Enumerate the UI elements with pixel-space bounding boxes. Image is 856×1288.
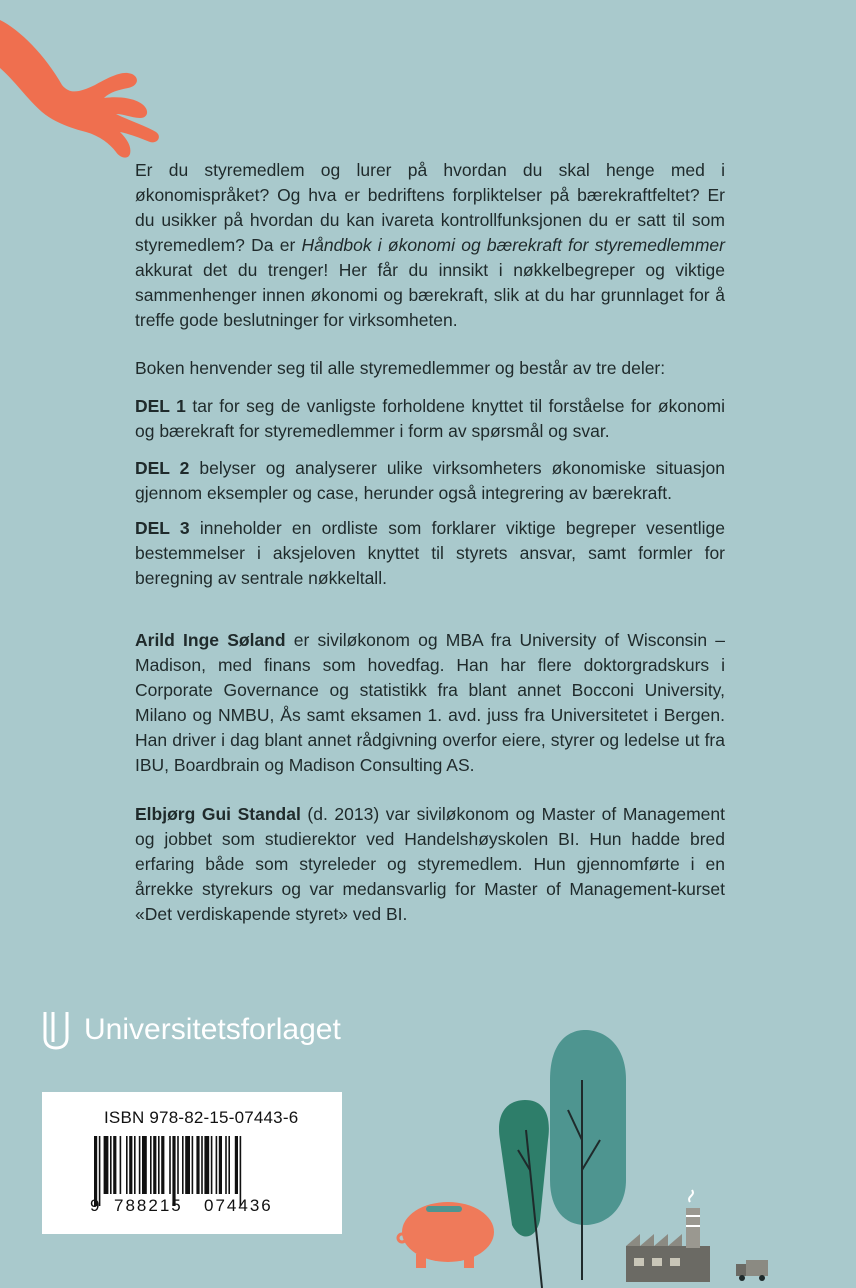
hand-illustration xyxy=(0,0,170,175)
author-2-name: Elbjørg Gui Standal xyxy=(135,804,301,824)
isbn-text: ISBN 978-82-15-07443-6 xyxy=(104,1108,299,1127)
barcode-bar xyxy=(129,1136,132,1194)
barcode-bar xyxy=(192,1136,194,1194)
barcode-bar xyxy=(126,1136,128,1194)
barcode-bar xyxy=(177,1136,179,1194)
factory-icon xyxy=(626,1190,710,1282)
barcode-bar xyxy=(196,1136,199,1194)
author-bio-1 xyxy=(135,628,725,778)
barcode-bar xyxy=(211,1136,213,1194)
barcode-bar xyxy=(204,1136,209,1194)
author-1-name: Arild Inge Søland xyxy=(135,630,286,650)
barcode-bar xyxy=(134,1136,136,1194)
barcode-bar xyxy=(153,1136,156,1194)
truck-icon xyxy=(736,1260,768,1281)
barcode-bar xyxy=(201,1136,203,1194)
economy-illustration xyxy=(390,1020,856,1288)
barcode-bar xyxy=(142,1136,147,1194)
u-logo-icon xyxy=(42,1010,70,1050)
part-1-label: DEL 1 xyxy=(135,396,186,416)
barcode-bar xyxy=(225,1136,227,1194)
piggy-bank-icon xyxy=(398,1202,494,1268)
barcode-bar xyxy=(219,1136,222,1194)
barcode-first-digit: 9 xyxy=(90,1196,100,1215)
publisher-name: Universitetsforlaget xyxy=(84,1013,341,1046)
part-3-text: inneholder en ordliste som forklarer viktige begreper vesentlige bestemmelser i aksjeloven knyttet til styrets ansvar, samt formler for beregning av sentrale nøkkeltall. xyxy=(135,518,725,588)
barcode-bar xyxy=(161,1136,164,1194)
part-2 xyxy=(135,456,725,506)
tree-light xyxy=(550,1030,626,1280)
author-1-text: er siviløkonom og MBA fra University of Wisconsin –Madison, med finans som hovedfag. Han har flere doktorgradskurs i Corporate Governance og statistikk fra blant annet Bocconi University, Milano og NMBU, Ås samt eksamen 1. avd. juss fra Universitetet i Bergen. Han driver i dag blant annet rådgivning overfor eiere, styrer og ledelse ut fra IBU, Boardbrain og Madison Consulting AS. xyxy=(135,630,725,775)
barcode-bar xyxy=(185,1136,190,1194)
barcode-group-1: 788215 xyxy=(114,1196,183,1215)
part-3-label: DEL 3 xyxy=(135,518,190,538)
barcode-bar xyxy=(110,1136,112,1194)
barcode-bar xyxy=(150,1136,152,1194)
intro-text-end: akkurat det du trenger! Her får du innsikt i nøkkelbegreper og viktige sammenhenger innen økonomi og bærekraft, slik at du har grunnlaget for å treffe gode beslutninger for virksomheten. xyxy=(135,260,725,330)
part-3 xyxy=(135,516,725,591)
intro-text-start: Er du styremedlem og lurer på hvordan du skal henge med i økonomispråket? Og hva er bedriftens forpliktelser på bærekraftfeltet? Er du usikker på hvordan du kan ivareta kontrollfunksjonen du er satt til som styremedlem? Da er xyxy=(135,160,725,255)
book-title: Håndbok i økonomi og bærekraft for styremedlemmer xyxy=(301,235,725,255)
tree-dark xyxy=(499,1100,549,1288)
barcode-group-2: 074436 xyxy=(204,1196,273,1215)
barcode-bar xyxy=(182,1136,184,1194)
part-1 xyxy=(135,394,725,444)
barcode-bar xyxy=(235,1136,238,1194)
barcode-bar xyxy=(169,1136,171,1194)
author-bio-2 xyxy=(135,802,725,927)
barcode-bar xyxy=(228,1136,230,1194)
barcode-bar xyxy=(113,1136,116,1194)
part-2-label: DEL 2 xyxy=(135,458,190,478)
part-1-text: tar for seg de vanligste forholdene knyttet til forståelse for økonomi og bærekraft for styremedlemmer i form av spørsmål og svar. xyxy=(135,396,725,441)
barcode-bar xyxy=(104,1136,109,1194)
author-2-text: (d. 2013) var siviløkonom og Master of Management og jobbet som studierektor ved Handelshøyskolen BI. Hun hadde bred erfaring både som styreleder og styremedlem. Hun gjennomførte i en årrekke styrekurs og var medansvarlig for Master of Management-kurset «Det verdiskapende styret» ved BI. xyxy=(135,804,725,924)
part-2-text: belyser og analyserer ulike virksomheters økonomiske situasjon gjennom eksempler og case, herunder også integrering av bærekraft. xyxy=(135,458,726,503)
barcode-panel xyxy=(42,1092,342,1234)
barcode-bar xyxy=(139,1136,141,1194)
publisher xyxy=(42,1010,341,1050)
barcode-bar xyxy=(120,1136,122,1194)
parts-lead: Boken henvender seg til alle styremedlemmer og består av tre deler: xyxy=(135,358,666,378)
intro-paragraph xyxy=(135,158,725,333)
barcode-bar xyxy=(216,1136,218,1194)
barcode-bar xyxy=(158,1136,160,1194)
